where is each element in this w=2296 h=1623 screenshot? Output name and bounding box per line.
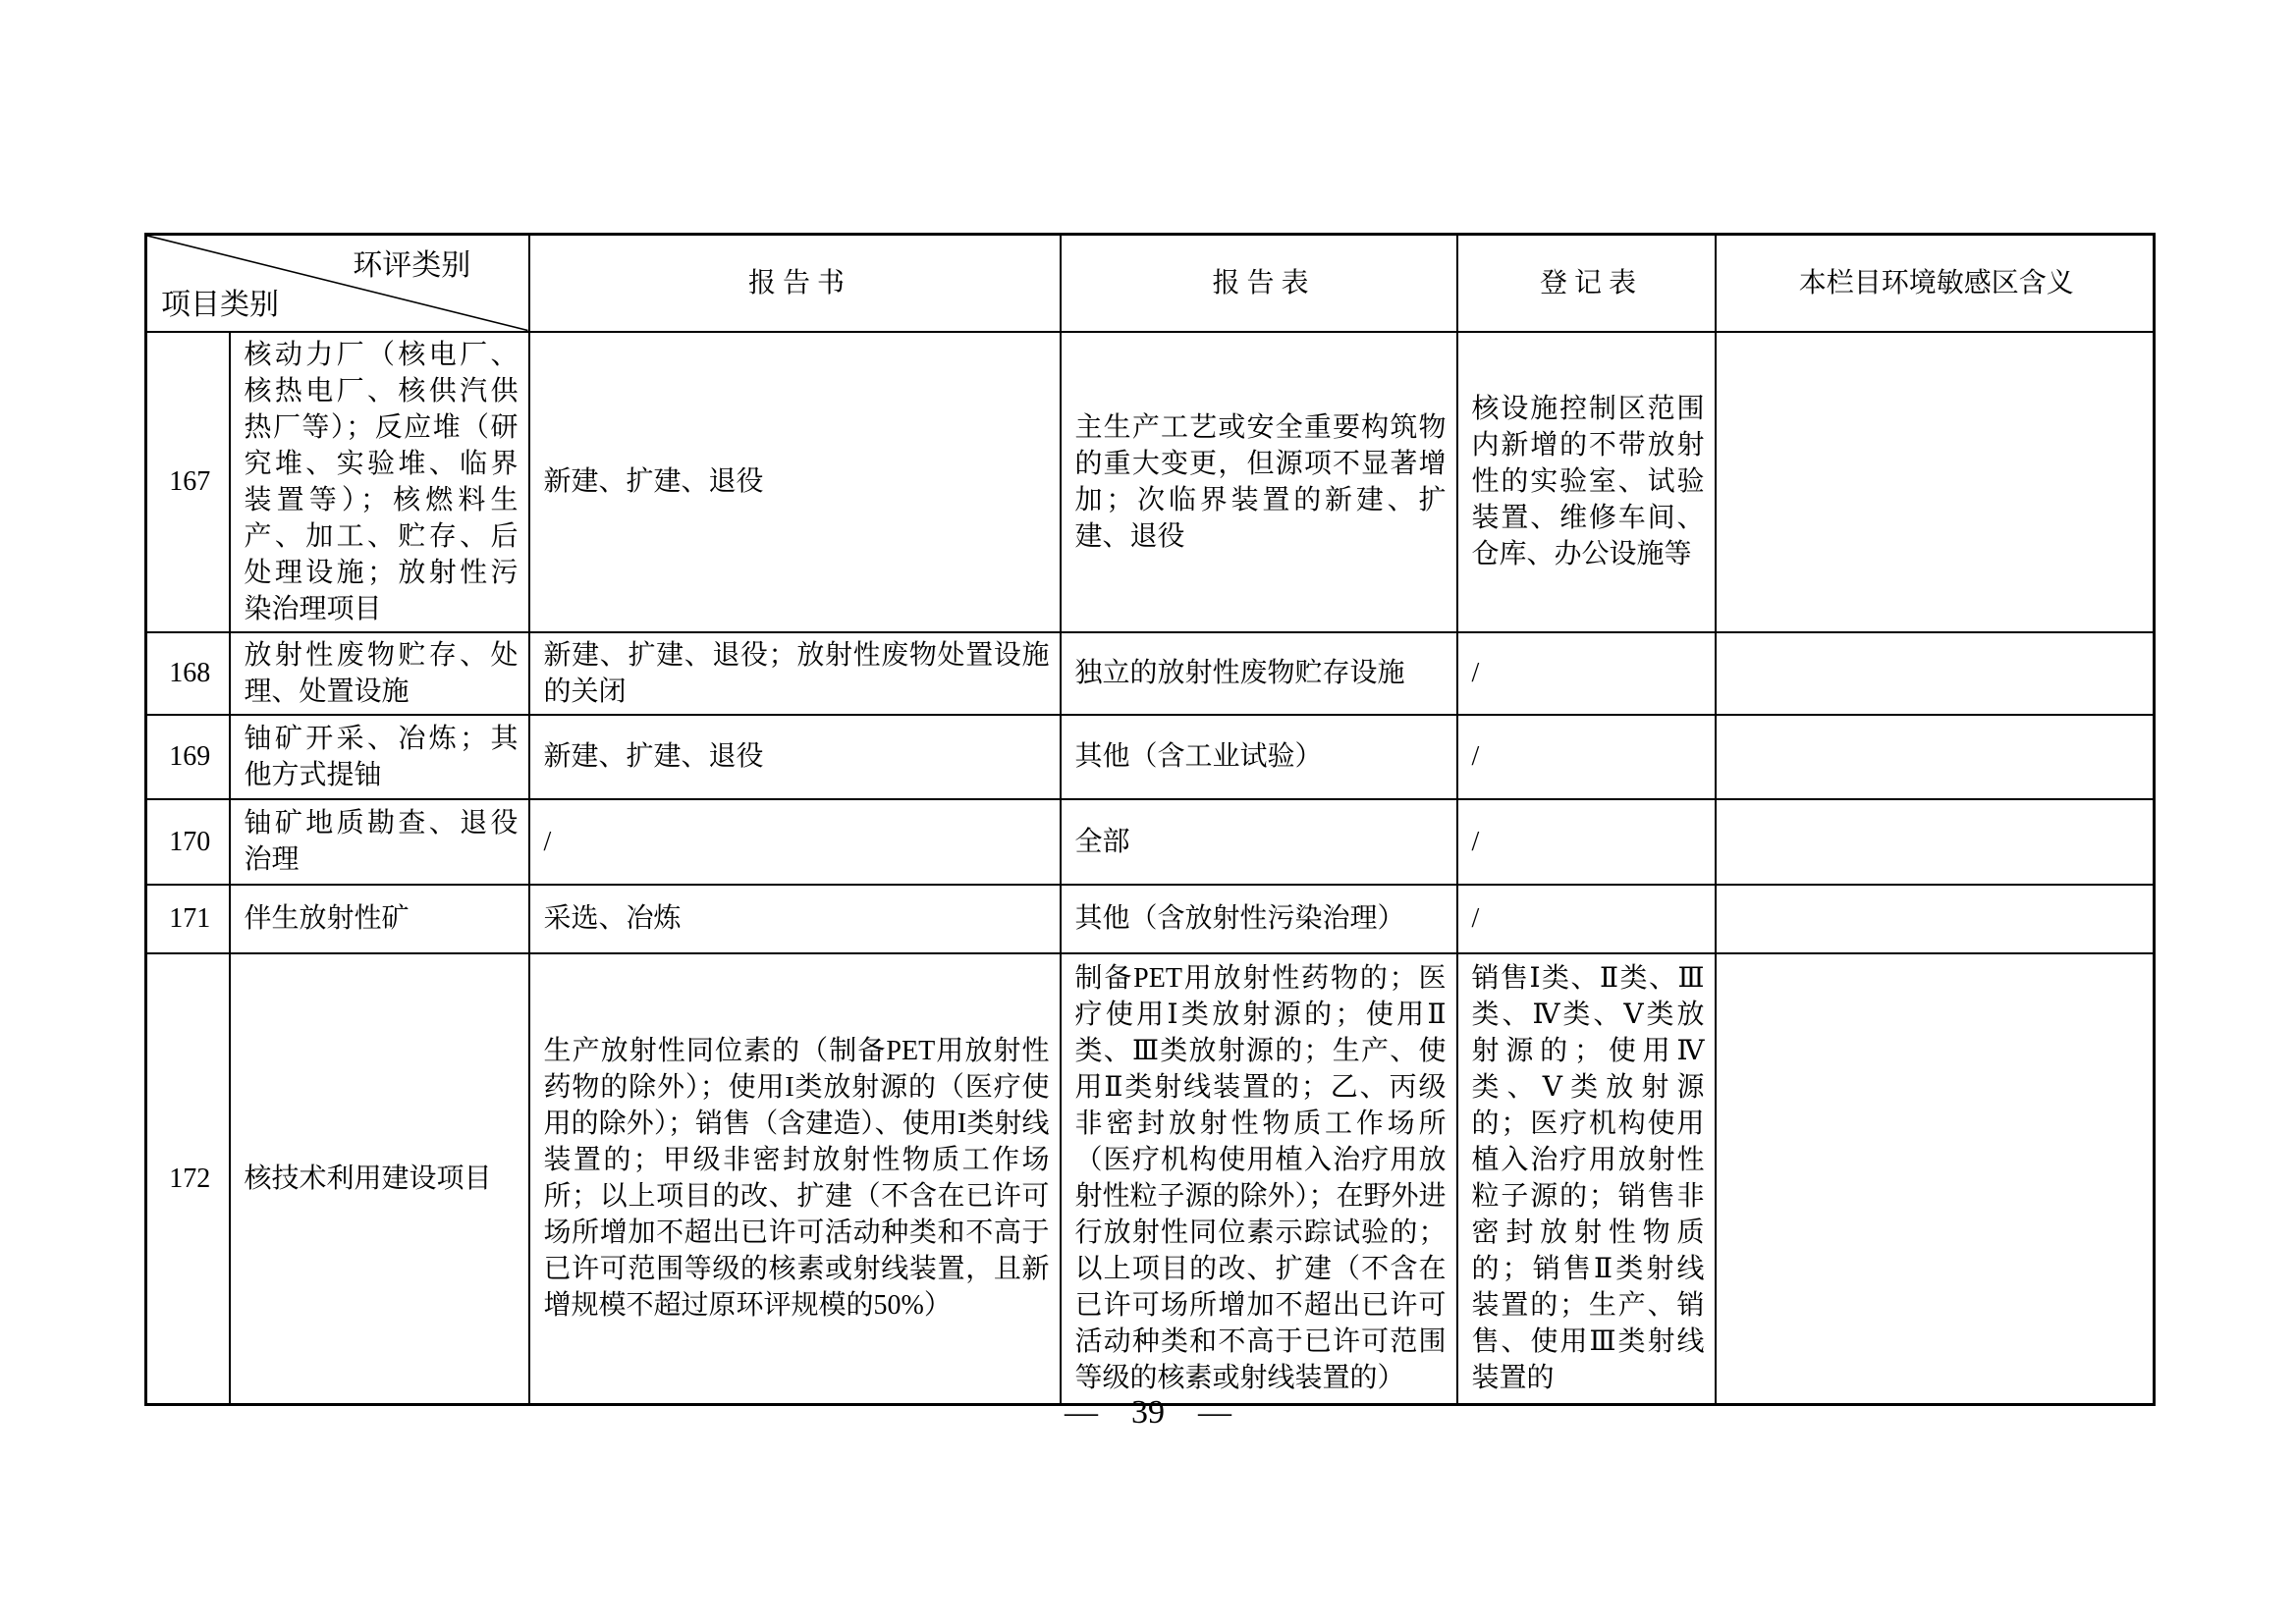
cell-registration-form: / — [1457, 632, 1716, 715]
cell-registration-form: / — [1457, 799, 1716, 885]
header-report-book: 报 告 书 — [529, 235, 1061, 332]
cell-sensitive-meaning — [1716, 332, 2155, 632]
cell-registration-form: 核设施控制区范围内新增的不带放射性的实验室、试验装置、维修车间、仓库、办公设施等 — [1457, 332, 1716, 632]
cell-report-form: 全部 — [1061, 799, 1457, 885]
cell-project-category: 放射性废物贮存、处理、处置设施 — [230, 632, 529, 715]
cell-report-form: 主生产工艺或安全重要构筑物的重大变更，但源项不显著增加；次临界装置的新建、扩建、退役 — [1061, 332, 1457, 632]
footer-left-dash: — — [1065, 1394, 1098, 1431]
cell-registration-form: 销售Ⅰ类、Ⅱ类、Ⅲ类、Ⅳ类、Ⅴ类放射源的；使用Ⅳ类、Ⅴ类放射源的；医疗机构使用植入治疗用放射性粒子源的；销售非密封放射性物质的；销售Ⅱ类射线装置的；生产、销售、使用Ⅲ类射线装置的 — [1457, 953, 1716, 1405]
cell-row-number: 171 — [146, 885, 230, 953]
cell-sensitive-meaning — [1716, 632, 2155, 715]
cell-report-book: 新建、扩建、退役；放射性废物处置设施的关闭 — [529, 632, 1061, 715]
cell-sensitive-meaning — [1716, 799, 2155, 885]
diagonal-header-cell — [146, 235, 529, 332]
cell-report-form: 独立的放射性废物贮存设施 — [1061, 632, 1457, 715]
cell-report-form: 其他（含放射性污染治理） — [1061, 885, 1457, 953]
cell-row-number: 167 — [146, 332, 230, 632]
cell-project-category: 伴生放射性矿 — [230, 885, 529, 953]
cell-sensitive-meaning — [1716, 715, 2155, 799]
table-header-row — [146, 235, 2155, 332]
cell-sensitive-meaning — [1716, 885, 2155, 953]
footer-right-dash: — — [1198, 1394, 1231, 1431]
table-row-172 — [146, 953, 2155, 1405]
cell-report-book: 采选、冶炼 — [529, 885, 1061, 953]
cell-sensitive-meaning — [1716, 953, 2155, 1405]
table-row-171 — [146, 885, 2155, 953]
cell-project-category: 铀矿开采、冶炼；其他方式提铀 — [230, 715, 529, 799]
cell-registration-form: / — [1457, 885, 1716, 953]
cell-project-category: 铀矿地质勘查、退役治理 — [230, 799, 529, 885]
cell-report-book: 新建、扩建、退役 — [529, 715, 1061, 799]
header-registration-form: 登 记 表 — [1457, 235, 1716, 332]
cell-row-number: 172 — [146, 953, 230, 1405]
page-footer — [0, 1394, 2296, 1432]
footer-page-number: 39 — [1131, 1394, 1165, 1431]
cell-row-number: 168 — [146, 632, 230, 715]
cell-report-book: 生产放射性同位素的（制备PET用放射性药物的除外）；使用I类放射源的（医疗使用的除外）；销售（含建造）、使用I类射线装置的；甲级非密封放射性物质工作场所；以上项目的改、扩建（不含在已许可场所增加不超出已许可活动种类和不高于已许可范围等级的核素或射线装置，且新增规模不超过原环评规模的50%） — [529, 953, 1061, 1405]
cell-report-form: 制备PET用放射性药物的；医疗使用Ⅰ类放射源的；使用Ⅱ类、Ⅲ类放射源的；生产、使用Ⅱ类射线装置的；乙、丙级非密封放射性物质工作场所（医疗机构使用植入治疗用放射性粒子源的除外）；在野外进行放射性同位素示踪试验的；以上项目的改、扩建（不含在已许可场所增加不超出已许可活动种类和不高于已许可范围等级的核素或射线装置的） — [1061, 953, 1457, 1405]
table-row-168 — [146, 632, 2155, 715]
cell-row-number: 169 — [146, 715, 230, 799]
cell-project-category: 核动力厂（核电厂、核热电厂、核供汽供热厂等）；反应堆（研究堆、实验堆、临界装置等）；核燃料生产、加工、贮存、后处理设施；放射性污染治理项目 — [230, 332, 529, 632]
table-row-170 — [146, 799, 2155, 885]
header-project-category-label: 项目类别 — [161, 288, 279, 321]
cell-report-book: 新建、扩建、退役 — [529, 332, 1061, 632]
cell-project-category: 核技术利用建设项目 — [230, 953, 529, 1405]
header-report-form: 报 告 表 — [1061, 235, 1457, 332]
eia-category-table — [144, 233, 2156, 1406]
cell-registration-form: / — [1457, 715, 1716, 799]
cell-report-book: / — [529, 799, 1061, 885]
cell-row-number: 170 — [146, 799, 230, 885]
header-eia-category-label: 环评类别 — [353, 249, 471, 282]
table-row-167 — [146, 332, 2155, 632]
table-row-169 — [146, 715, 2155, 799]
cell-report-form: 其他（含工业试验） — [1061, 715, 1457, 799]
header-sensitive-area-meaning: 本栏目环境敏感区含义 — [1716, 235, 2155, 332]
